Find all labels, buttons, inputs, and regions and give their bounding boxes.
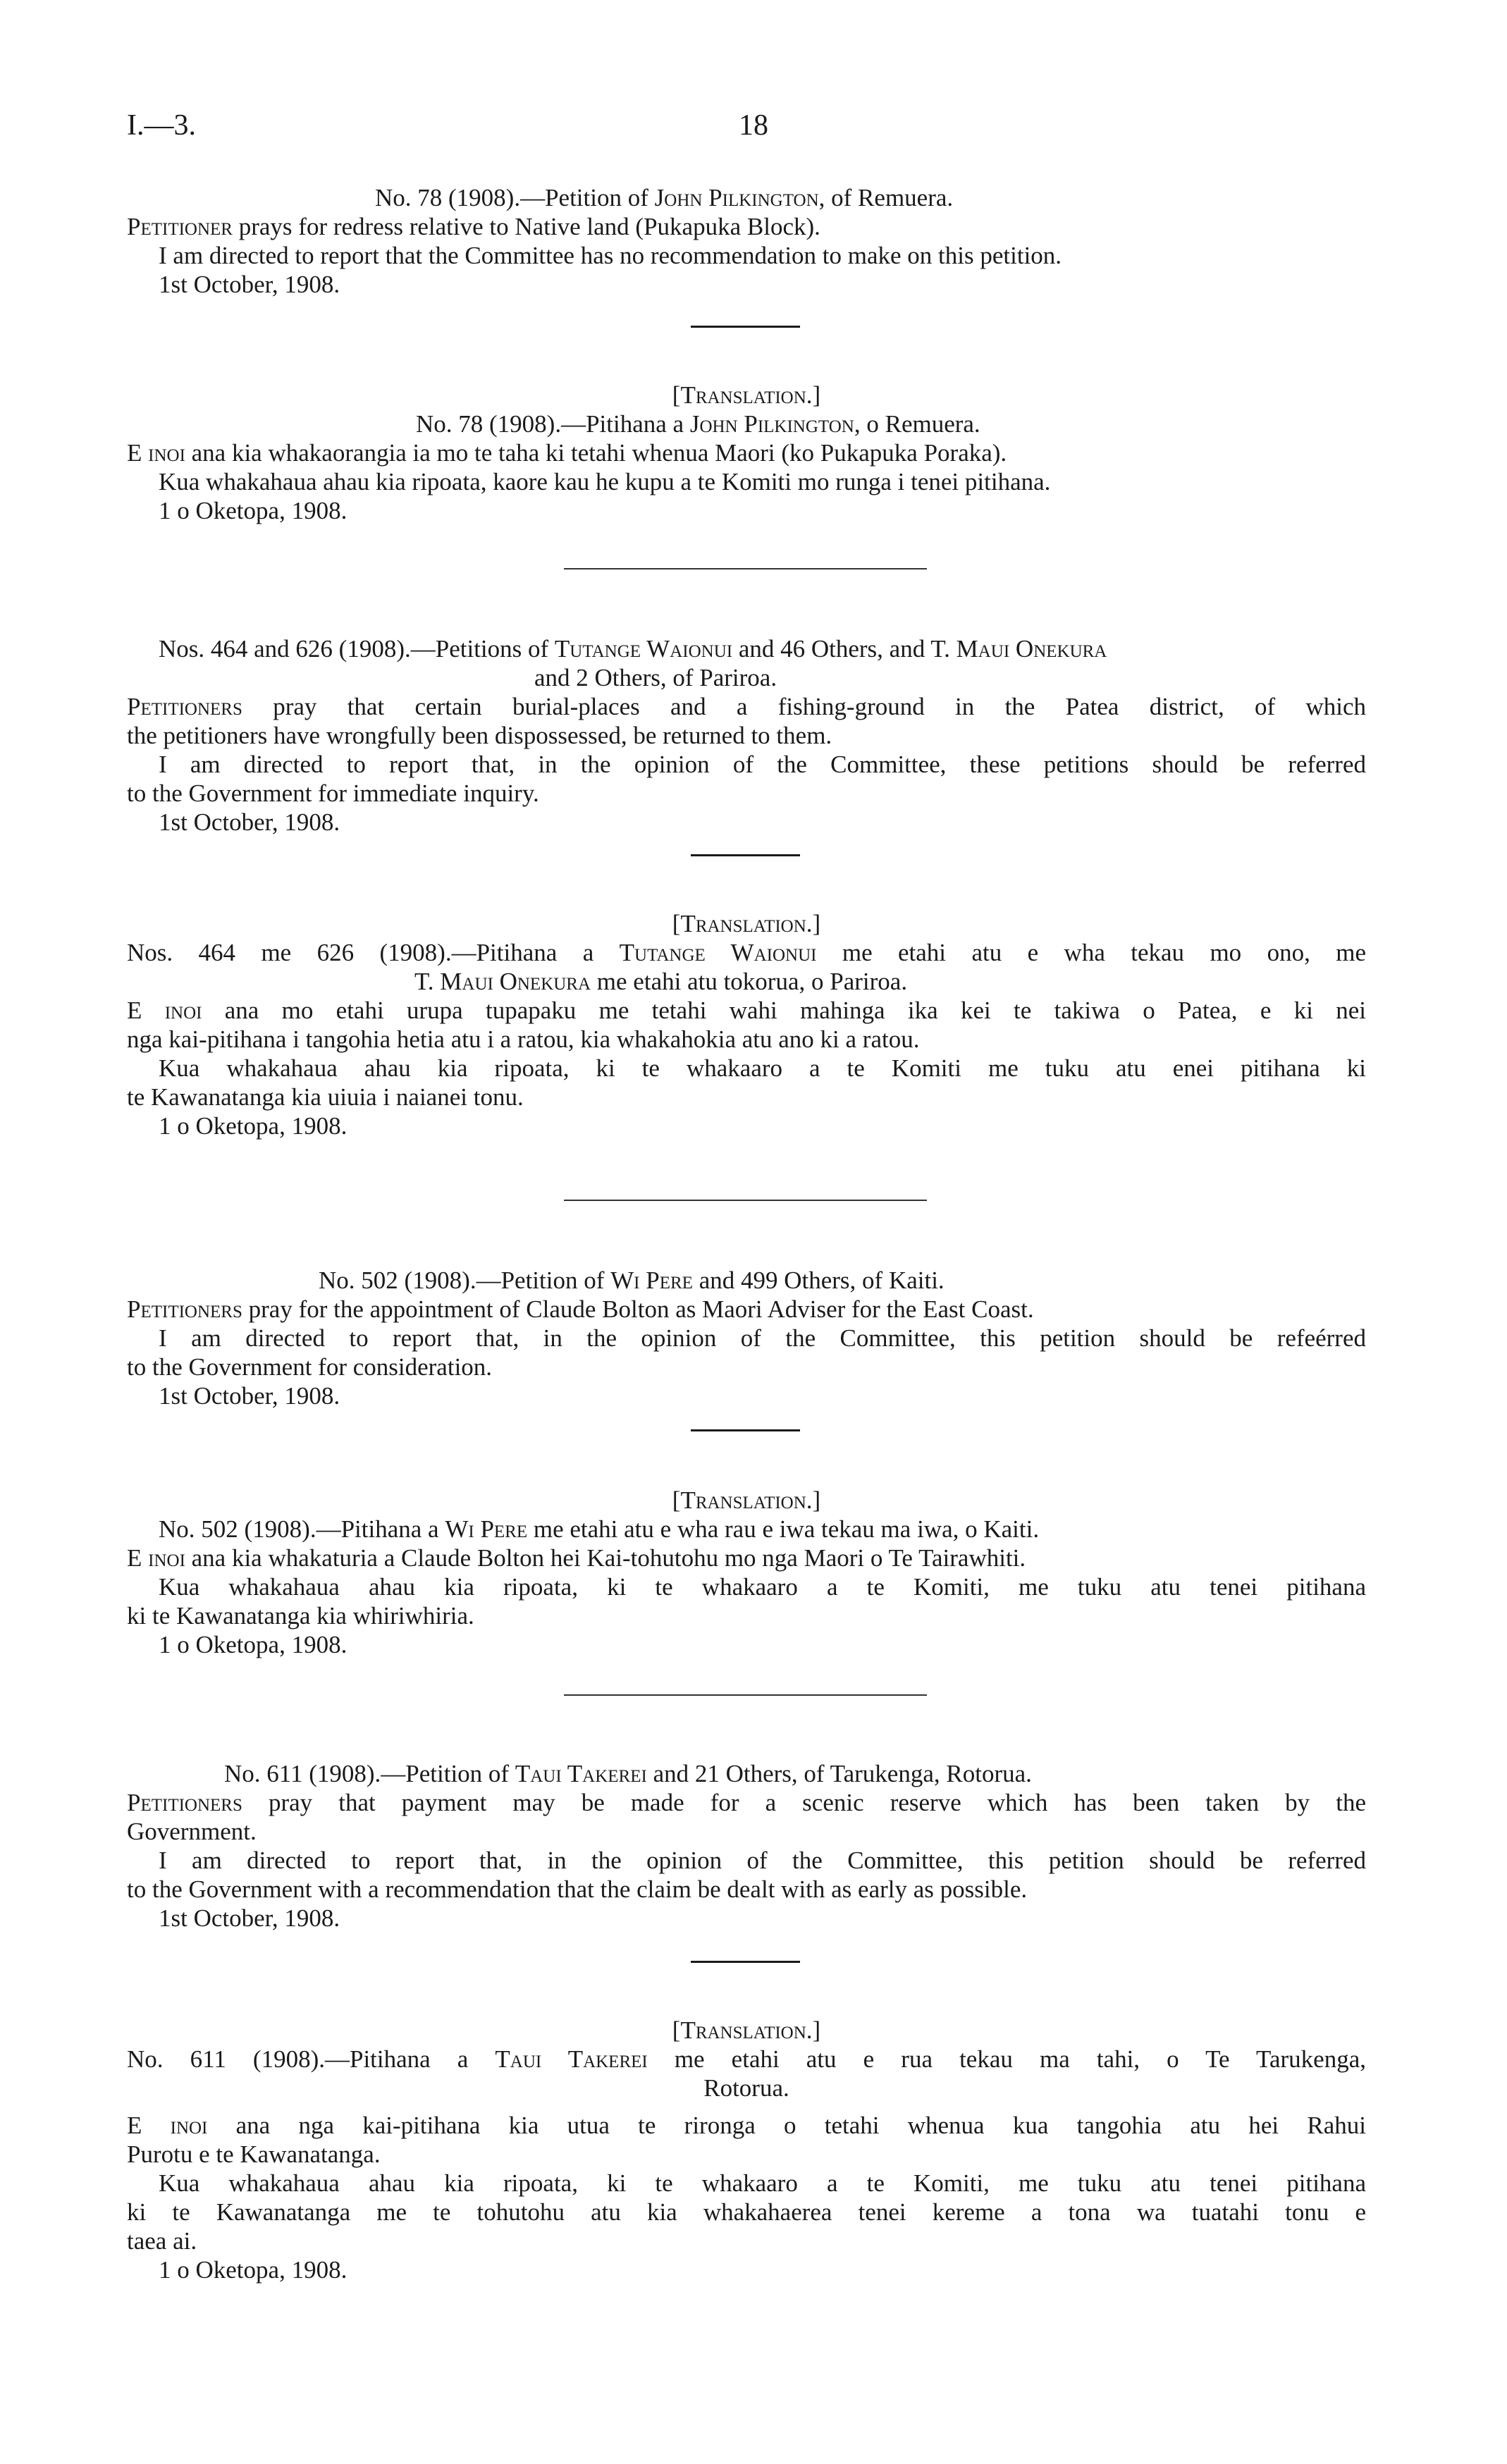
petitions-464-626-translation — [127, 909, 1366, 1140]
petition-prayer-continued: nga kai-pitihana i tangohia hetia atu i a ratou, kia whakahokia atu ano ki a ratou. — [127, 1025, 920, 1053]
petition-prayer: Petitioners pray that payment may be made for a scenic reserve which has been taken by the — [127, 1789, 1366, 1816]
petitions-464-626-english — [127, 634, 1366, 837]
petition-title: No. 502 (1908).—Petition of Wi Pere and 499 Others, of Kaiti. — [319, 1267, 945, 1294]
petition-title: No. 78 (1908).—Pitihana a John Pilkington, o Remuera. — [416, 410, 980, 438]
petition-title: No. 611 (1908).—Pitihana a Taui Takerei me etahi atu e rua tekau ma tahi, o Te Tarukenga, — [127, 2045, 1366, 2073]
petition-prayer-continued: the petitioners have wrongfully been dispossessed, be returned to them. — [127, 722, 832, 749]
report-date: 1 o Oketopa, 1908. — [159, 2256, 347, 2284]
committee-report: I am directed to report that, in the opinion of the Committee, these petitions should be referred — [159, 751, 1366, 778]
committee-report: Kua whakahaua ahau kia ripoata, ki te whakaaro a te Komiti, me tuku atu tenei pitihana — [159, 1573, 1366, 1601]
petition-prayer: E inoi ana kia whakaturia a Claude Bolton hei Kai-tohutohu mo nga Maori o Te Tairawhiti. — [127, 1544, 1026, 1572]
petition-title-continued: T. Maui Onekura me etahi atu tokorua, o Pariroa. — [414, 968, 908, 995]
petition-prayer: E inoi ana kia whakaorangia ia mo te taha ki tetahi whenua Maori (ko Pukapuka Poraka). — [127, 439, 1007, 467]
petition-title-continued: Rotorua. — [703, 2074, 789, 2102]
translation-heading: [Translation.] — [672, 2016, 821, 2044]
committee-report: Kua whakahaua ahau kia ripoata, kaore kau he kupu a te Komiti mo runga i tenei pitihana. — [159, 468, 1051, 495]
translation-heading: [Translation.] — [672, 910, 821, 937]
petition-title: No. 502 (1908).—Pitihana a Wi Pere me etahi atu e wha rau e iwa tekau ma iwa, o Kaiti. — [159, 1515, 1040, 1543]
report-date: 1 o Oketopa, 1908. — [159, 1112, 347, 1140]
translation-heading: [Translation.] — [672, 1486, 821, 1514]
committee-report: Kua whakahaua ahau kia ripoata, ki te whakaaro a te Komiti, me tuku atu tenei pitihana — [159, 2169, 1366, 2197]
petition-611-translation — [127, 2016, 1366, 2284]
report-date: 1st October, 1908. — [159, 271, 340, 298]
section-divider — [564, 568, 927, 569]
petition-prayer: Petitioners pray that certain burial-places and a fishing-ground in the Patea district, of which — [127, 693, 1366, 720]
petition-title: No. 78 (1908).—Petition of John Pilkington, of Remuera. — [375, 184, 954, 211]
committee-report: I am directed to report that the Committee has no recommendation to make on this petition. — [159, 242, 1062, 269]
report-date: 1 o Oketopa, 1908. — [159, 497, 347, 524]
report-date: 1st October, 1908. — [159, 1904, 340, 1932]
committee-report: Kua whakahaua ahau kia ripoata, ki te whakaaro a te Komiti me tuku atu enei pitihana ki — [159, 1054, 1366, 1082]
section-divider — [691, 1961, 800, 1963]
committee-report: I am directed to report that, in the opinion of the Committee, this petition should be referred — [159, 1847, 1366, 1874]
section-divider — [691, 854, 800, 856]
section-divider — [691, 326, 800, 328]
petition-title: Nos. 464 and 626 (1908).—Petitions of Tutange Waionui and 46 Others, and T. Maui Onekura — [159, 635, 1107, 663]
committee-report-continued: to the Government for immediate inquiry. — [127, 780, 539, 807]
page-number: 18 — [739, 109, 768, 142]
petition-prayer-continued: Government. — [127, 1818, 257, 1845]
paper-reference: I.—3. — [127, 109, 196, 142]
report-date: 1st October, 1908. — [159, 1382, 340, 1410]
petition-611-english — [127, 1759, 1366, 1933]
committee-report: I am directed to report that, in the opinion of the Committee, this petition should be refeérred — [159, 1324, 1366, 1352]
section-divider — [564, 1200, 927, 1201]
petition-title: No. 611 (1908).—Petition of Taui Takerei and 21 Others, of Tarukenga, Rotorua. — [224, 1760, 1032, 1787]
petition-78-english — [127, 183, 1366, 299]
petition-prayer: E inoi ana nga kai-pitihana kia utua te rironga o tetahi whenua kua tangohia atu hei Rahui — [127, 2112, 1366, 2139]
committee-report-continued: to the Government for consideration. — [127, 1353, 493, 1381]
committee-report-continued: ki te Kawanatanga kia whiriwhiria. — [127, 1602, 474, 1630]
translation-heading: [Translation.] — [672, 381, 821, 409]
section-divider — [691, 1429, 800, 1431]
petition-prayer: Petitioner prays for redress relative to Native land (Pukapuka Block). — [127, 213, 820, 240]
petition-prayer: Petitioners pray for the appointment of Claude Bolton as Maori Adviser for the East Coast. — [127, 1295, 1034, 1323]
petition-title: Nos. 464 me 626 (1908).—Pitihana a Tutange Waionui me etahi atu e wha tekau mo ono, me — [127, 939, 1366, 966]
section-divider — [564, 1694, 927, 1696]
petition-prayer: E inoi ana mo etahi urupa tupapaku me tetahi wahi mahinga ika kei te takiwa o Patea, e ki nei — [127, 997, 1366, 1024]
committee-report-continued: to the Government with a recommendation that the claim be dealt with as early as possible. — [127, 1875, 1028, 1903]
petition-502-translation — [127, 1486, 1366, 1659]
petition-78-translation — [127, 381, 1366, 525]
report-date: 1 o Oketopa, 1908. — [159, 1631, 347, 1658]
petition-title-continued: and 2 Others, of Pariroa. — [534, 664, 777, 691]
report-date: 1st October, 1908. — [159, 808, 340, 836]
petition-prayer-continued: Purotu e te Kawanatanga. — [127, 2140, 381, 2168]
committee-report-continued: te Kawanatanga kia uiuia i naianei tonu. — [127, 1083, 524, 1111]
committee-report-continued: taea ai. — [127, 2227, 197, 2255]
petition-502-english — [127, 1266, 1366, 1410]
committee-report-continued: ki te Kawanatanga me te tohutohu atu kia whakahaerea tenei kereme a tona wa tuatahi tonu e — [127, 2198, 1366, 2226]
